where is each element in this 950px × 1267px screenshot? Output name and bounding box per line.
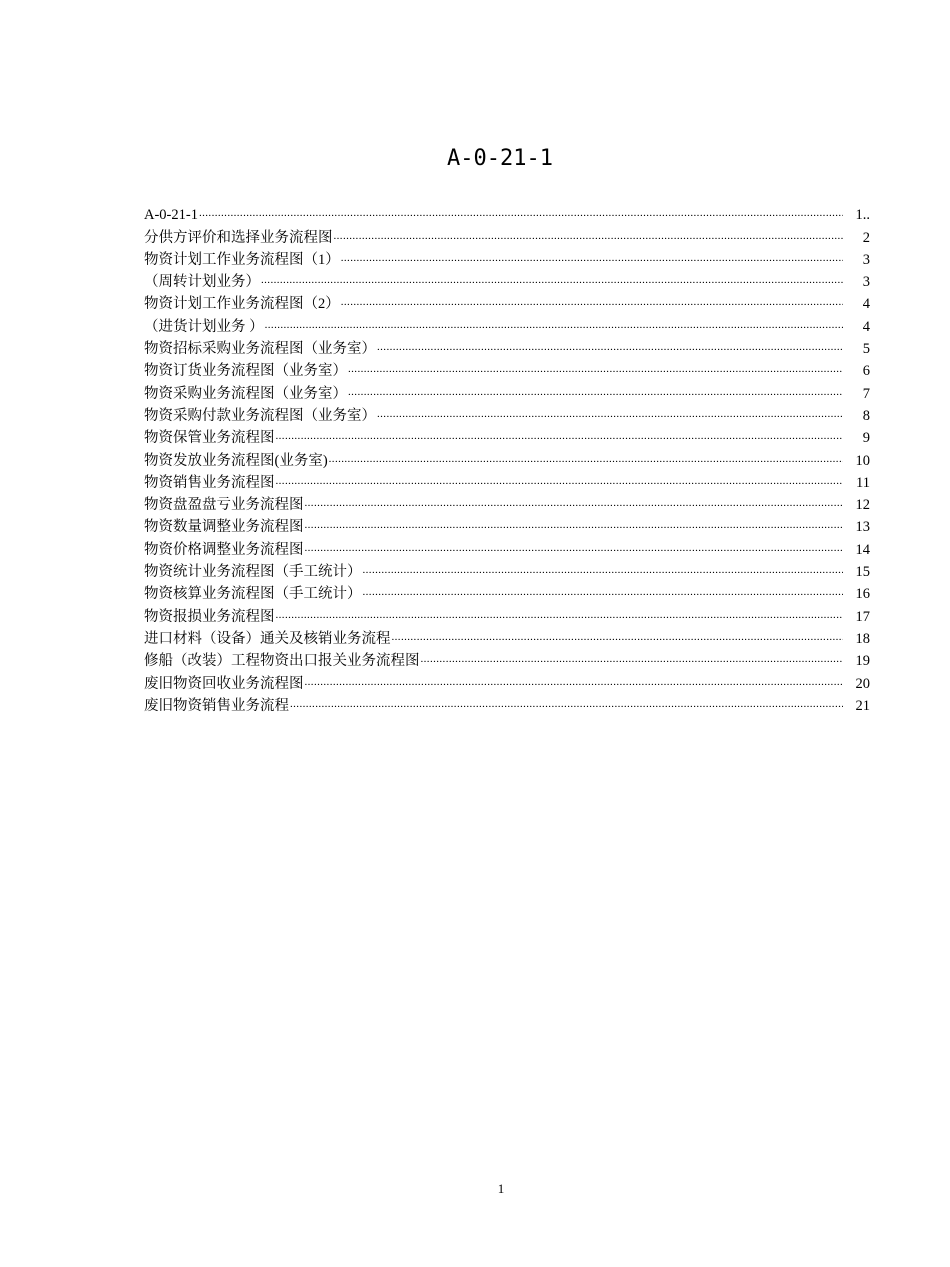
toc-entry-page: 19 xyxy=(855,653,870,670)
toc-dot-leader xyxy=(305,673,844,691)
toc-entry-label: 物资统计业务流程图（手工统计） xyxy=(144,564,362,581)
toc-entry-page: 6 xyxy=(862,363,870,380)
toc-dot-leader xyxy=(392,628,844,646)
toc-entry-label: 物资采购付款业务流程图（业务室） xyxy=(144,407,376,424)
toc-entry-label: 分供方评价和选择业务流程图 xyxy=(144,229,333,246)
toc-entry-label: 进口材料（设备）通关及核销业务流程 xyxy=(144,630,391,647)
toc-dot-leader xyxy=(261,271,843,289)
toc-dot-leader xyxy=(276,427,844,445)
toc-entry[interactable] xyxy=(144,447,870,469)
toc-entry[interactable] xyxy=(144,603,870,625)
toc-dot-leader xyxy=(276,606,844,624)
toc-dot-leader xyxy=(377,405,843,423)
toc-dot-leader xyxy=(341,249,843,267)
toc-entry-label: 物资招标采购业务流程图（业务室） xyxy=(144,341,376,358)
toc-entry-page: 18 xyxy=(855,630,870,647)
toc-entry[interactable] xyxy=(144,269,870,291)
toc-entry-page: 15 xyxy=(855,564,870,581)
toc-entry[interactable] xyxy=(144,291,870,313)
toc-entry-label: 物资保管业务流程图 xyxy=(144,430,275,447)
toc-entry[interactable] xyxy=(144,336,870,358)
toc-entry-label: （进货计划业务 ） xyxy=(144,318,264,335)
toc-entry-page: 12 xyxy=(855,497,870,514)
toc-dot-leader xyxy=(363,583,844,601)
toc-entry[interactable] xyxy=(144,693,870,715)
toc-entry-page: 14 xyxy=(855,541,870,558)
toc-dot-leader xyxy=(305,494,844,512)
toc-entry[interactable] xyxy=(144,247,870,269)
toc-entry-label: A-0-21-1 xyxy=(144,207,198,224)
toc-entry[interactable] xyxy=(144,581,870,603)
toc-entry-label: 物资核算业务流程图（手工统计） xyxy=(144,586,362,603)
toc-dot-leader xyxy=(305,539,844,557)
toc-entry[interactable] xyxy=(144,313,870,335)
toc-entry-page: 17 xyxy=(855,608,870,625)
toc-entry-page: 11 xyxy=(856,474,870,491)
toc-entry[interactable] xyxy=(144,380,870,402)
toc-entry[interactable] xyxy=(144,670,870,692)
toc-entry-page: 16 xyxy=(855,586,870,603)
toc-entry-label: 物资计划工作业务流程图（2） xyxy=(144,296,340,313)
toc-entry-page: 2 xyxy=(862,229,870,246)
toc-dot-leader xyxy=(276,472,844,490)
toc-entry-label: 物资订货业务流程图（业务室） xyxy=(144,363,347,380)
toc-entry[interactable] xyxy=(144,403,870,425)
toc-dot-leader xyxy=(305,516,844,534)
toc-entry-page: 20 xyxy=(855,675,870,692)
toc-entry-page: 9 xyxy=(862,430,870,447)
toc-entry-page: 21 xyxy=(855,697,870,714)
toc-entry[interactable] xyxy=(144,514,870,536)
toc-entry-page: 4 xyxy=(862,296,870,313)
toc-dot-leader xyxy=(329,450,843,468)
toc-entry-label: （周转计划业务） xyxy=(144,274,260,291)
toc-entry-page: 13 xyxy=(855,519,870,536)
toc-entry-label: 修船（改装）工程物资出口报关业务流程图 xyxy=(144,653,420,670)
toc-dot-leader xyxy=(199,204,843,222)
toc-entry-label: 物资报损业务流程图 xyxy=(144,608,275,625)
toc-entry-label: 物资发放业务流程图(业务室) xyxy=(144,452,328,469)
toc-dot-leader xyxy=(348,383,843,401)
toc-entry[interactable] xyxy=(144,626,870,648)
document-title: A-0-21-1 xyxy=(447,146,553,171)
toc-dot-leader xyxy=(363,561,844,579)
toc-dot-leader xyxy=(377,338,843,356)
toc-entry-page: 8 xyxy=(862,407,870,424)
toc-entry-label: 物资采购业务流程图（业务室） xyxy=(144,385,347,402)
toc-entry-page: 7 xyxy=(862,385,870,402)
toc-entry[interactable] xyxy=(144,358,870,380)
toc-entry[interactable] xyxy=(144,470,870,492)
toc-entry[interactable] xyxy=(144,224,870,246)
toc-entry[interactable] xyxy=(144,425,870,447)
toc-entry-page: 5 xyxy=(862,341,870,358)
toc-dot-leader xyxy=(421,650,844,668)
toc-entry-page: 10 xyxy=(855,452,870,469)
toc-entry[interactable] xyxy=(144,492,870,514)
page-number: 1 xyxy=(497,1181,505,1196)
toc-entry[interactable] xyxy=(144,559,870,581)
toc-entry-page: 1.. xyxy=(855,207,870,224)
toc-dot-leader xyxy=(341,293,843,311)
toc-entry-label: 物资价格调整业务流程图 xyxy=(144,541,304,558)
toc-dot-leader xyxy=(348,360,843,378)
toc-dot-leader xyxy=(290,695,843,713)
toc-entry-page: 3 xyxy=(862,274,870,291)
toc-entry[interactable] xyxy=(144,202,870,224)
toc-dot-leader xyxy=(265,316,843,334)
toc-entry-page: 3 xyxy=(862,251,870,268)
toc-entry-label: 废旧物资销售业务流程 xyxy=(144,697,289,714)
toc-entry[interactable] xyxy=(144,536,870,558)
toc-entry-label: 物资销售业务流程图 xyxy=(144,474,275,491)
toc-entry-label: 物资盘盈盘亏业务流程图 xyxy=(144,497,304,514)
toc-entry-label: 废旧物资回收业务流程图 xyxy=(144,675,304,692)
toc-dot-leader xyxy=(334,227,844,245)
toc-entry[interactable] xyxy=(144,648,870,670)
toc-entry-label: 物资数量调整业务流程图 xyxy=(144,519,304,536)
table-of-contents xyxy=(144,202,870,715)
toc-entry-page: 4 xyxy=(862,318,870,335)
toc-entry-label: 物资计划工作业务流程图（1） xyxy=(144,251,340,268)
